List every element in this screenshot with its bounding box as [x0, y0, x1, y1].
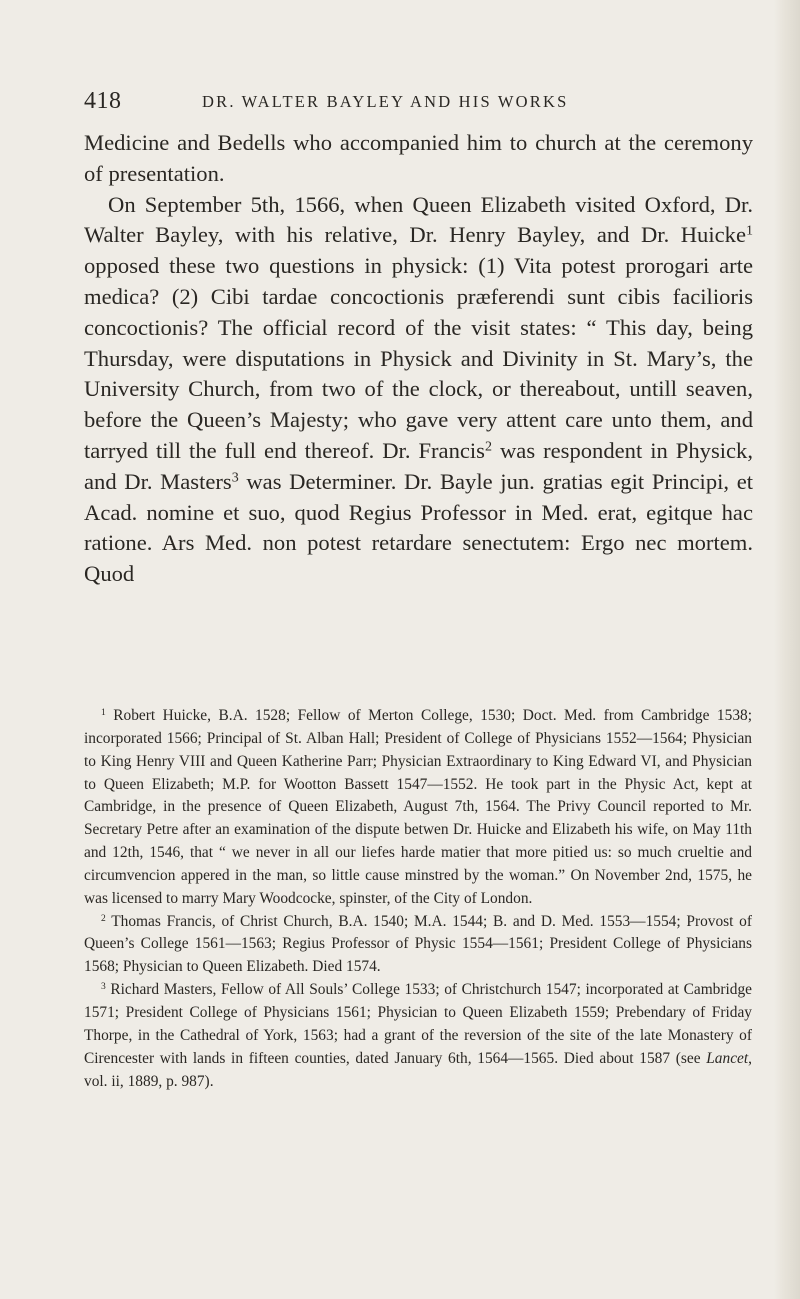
- main-text: [84, 128, 753, 590]
- page-edge-shadow: [774, 0, 800, 1299]
- footnote-3: [84, 979, 752, 1093]
- paragraph-2-part-4: was Determiner. Dr. Bayle jun. gratias egit Principi, et Acad. nomine et suo, quod Regius Professor in Med. erat, egitque hac ratione. Ars Med. non potest retardare senectutem: Ergo nec mortem. Quod: [84, 468, 754, 587]
- page-number: 418: [84, 88, 122, 114]
- footnote-3-text: Richard Masters, Fellow of All Souls’ College 1533; of Christchurch 1547; incorporated at Cambridge 1571; President College of Physicians 1561; Physician to Queen Elizabeth 1559; Prebendary of Friday Thorpe, in the Cathedral of York, 1563; had a grant of the reversion of the site of the late Monastery of Cirencester with lands in fifteen counties, dated January 6th, 1564—1565. Died about 1587 (see: [84, 981, 752, 1067]
- footnote-1-text: Robert Huicke, B.A. 1528; Fellow of Merton College, 1530; Doct. Med. from Cambridge 1538; incorporated 1566; Principal of St. Alban Hall; President of College of Physicians 1552—1564; Physician to King Henry VIII and Queen Katherine Parr; Physician Extraordinary to King Edward VI, and Physician to Queen Elizabeth; M.P. for Wootton Bassett 1547—1552. He took part in the Physic Act, kept at Cambridge, in the presence of Queen Elizabeth, August 7th, 1564. The Privy Council reported to Mr. Secretary Petre after an examination of the dispute betwen Dr. Huicke and Elizabeth his wife, on May 11th and 12th, 1546, that “ we never in all our liefes harde matier that more pitied us: so much crueltie and circumvencion appered in the man, so little cause minstred by the woman.” On November 2nd, 1575, he was licensed to marry Mary Woodcocke, spinster, of the City of London.: [84, 707, 752, 907]
- paragraph-1: Medicine and Bedells who accompanied him to church at the ceremony of presentation.: [84, 130, 753, 186]
- footnote-2-number: 2: [101, 912, 106, 924]
- footnote-1: [84, 705, 752, 911]
- footnote-3-journal: Lancet: [706, 1049, 749, 1067]
- paragraph-2-part-2: opposed these two questions in physick: (1) Vita potest prorogari arte medica? (2) Cibi tardae concoctionis præferendi sunt cibis facilioris concoctionis? The official record of the visit states: “ This day, being Thursday, were disputations in Physick and Divinity in St. Mary’s, the University Church, from two of the clock, or thereabout, untill seaven, before the Queen’s Majesty; who gave very attent care unto them, and tarryed till the full end thereof. Dr. Francis: [84, 253, 753, 463]
- footnote-2-text: Thomas Francis, of Christ Church, B.A. 1540; M.A. 1544; B. and D. Med. 1553—1554; Provost of Queen’s College 1561—1563; Regius Professor of Physic 1554—1561; President College of Physicians 1568; Physician to Queen Elizabeth. Died 1574.: [84, 912, 752, 976]
- footnote-ref-2: 2: [484, 439, 492, 455]
- paragraph-2-part-3: was respondent in Physick, and Dr. Masters: [84, 437, 753, 494]
- footnotes: [84, 705, 752, 1093]
- page-header: [84, 88, 754, 118]
- paragraph-2: [84, 190, 753, 590]
- paragraph-2-part-1: On September 5th, 1566, when Queen Elizabeth visited Oxford, Dr. Walter Bayley, with his relative, Dr. Henry Bayley, and Dr. Huicke: [84, 191, 753, 248]
- running-head: DR. WALTER BAYLEY AND HIS WORKS: [202, 92, 569, 111]
- footnote-1-number: 1: [101, 706, 106, 718]
- footnote-ref-1: 1: [746, 223, 753, 239]
- footnote-ref-3: 3: [231, 470, 239, 486]
- footnote-3-citation-rest: , vol. ii, 1889, p. 987).: [84, 1049, 752, 1090]
- footnote-3-number: 3: [101, 980, 106, 992]
- footnote-2: [84, 911, 752, 980]
